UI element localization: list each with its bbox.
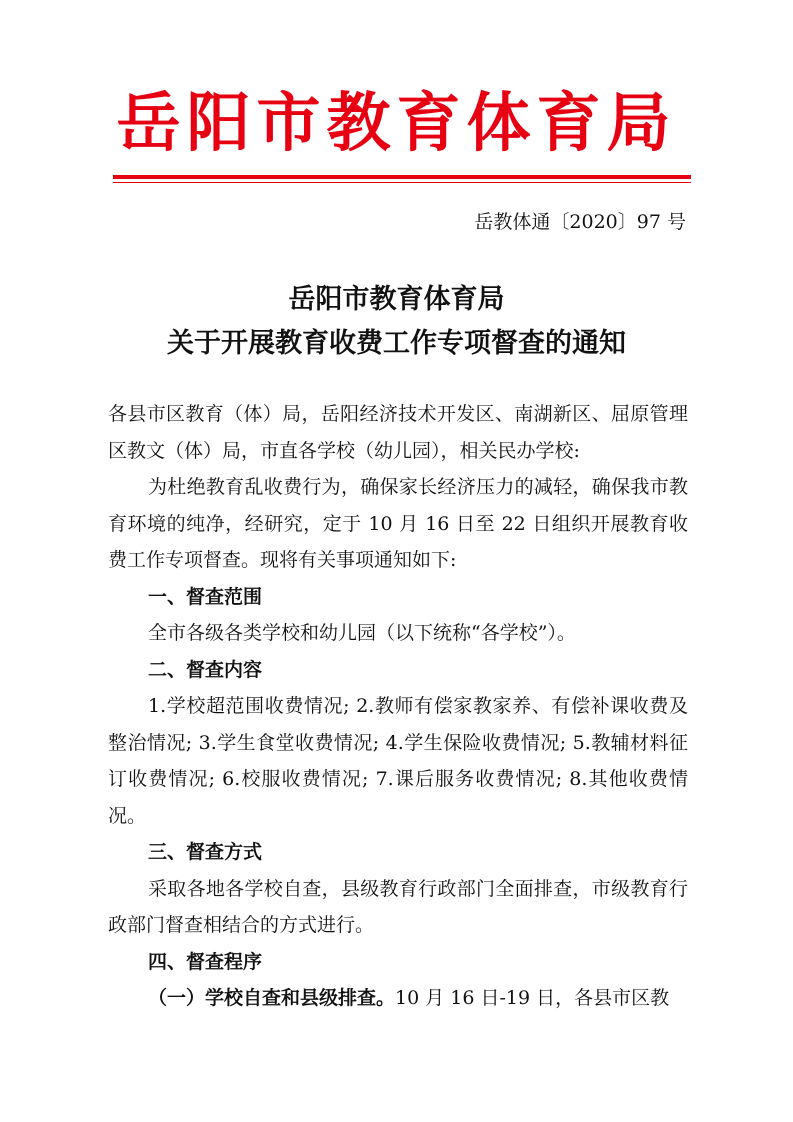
letterhead-red-rule-thick xyxy=(113,175,691,179)
document-title-line-1: 岳阳市教育体育局 xyxy=(288,284,505,315)
document-body xyxy=(108,396,688,1017)
document-title-line-2: 关于开展教育收费工作专项督查的通知 xyxy=(167,328,626,359)
document-number: 岳教体通〔2020〕97 号 xyxy=(474,211,686,233)
procedure-step-1-text: 10 月 16 日-19 日，各县市区教 xyxy=(395,987,670,1009)
section-heading-content: 二、督查内容 xyxy=(148,658,263,681)
section-heading-scope: 一、督查范围 xyxy=(148,585,263,608)
procedure-step-1-paragraph xyxy=(108,980,688,1017)
procedure-step-1-label: （一）学校自查和县级排查。 xyxy=(148,987,396,1009)
intro-paragraph: 为杜绝教育乱收费行为，确保家长经济压力的减轻，确保我市教育环境的纯净，经研究，定于 10 月 16 日至 22 日组织开展教育收费工作专项督查。现将有关事项通知如下: xyxy=(108,476,688,571)
letterhead-org-name: 岳阳市教育体育局 xyxy=(116,86,677,161)
section-text-content: 1.学校超范围收费情况; 2.教师有偿家教家养、有偿补课收费及整治情况; 3.学生食堂收费情况; 4.学生保险收费情况; 5.教辅材料征订收费情况; 6.校服收费情况; 7.课后服务收费情况; 8.其他收费情况。 xyxy=(108,695,688,827)
section-heading-procedure: 四、督查程序 xyxy=(148,950,263,973)
addressee-paragraph: 各县市区教育（体）局，岳阳经济技术开发区、南湖新区、屈原管理区教文（体）局，市直各学校（幼儿园），相关民办学校: xyxy=(108,403,688,462)
section-text-scope: 全市各级各类学校和幼儿园（以下统称“各学校”）。 xyxy=(148,622,576,644)
section-text-method: 采取各地各学校自查，县级教育行政部门全面排查，市级教育行政部门督查相结合的方式进行。 xyxy=(108,877,688,936)
section-heading-method: 三、督查方式 xyxy=(148,841,263,863)
letterhead-red-rule-thin xyxy=(113,182,691,183)
